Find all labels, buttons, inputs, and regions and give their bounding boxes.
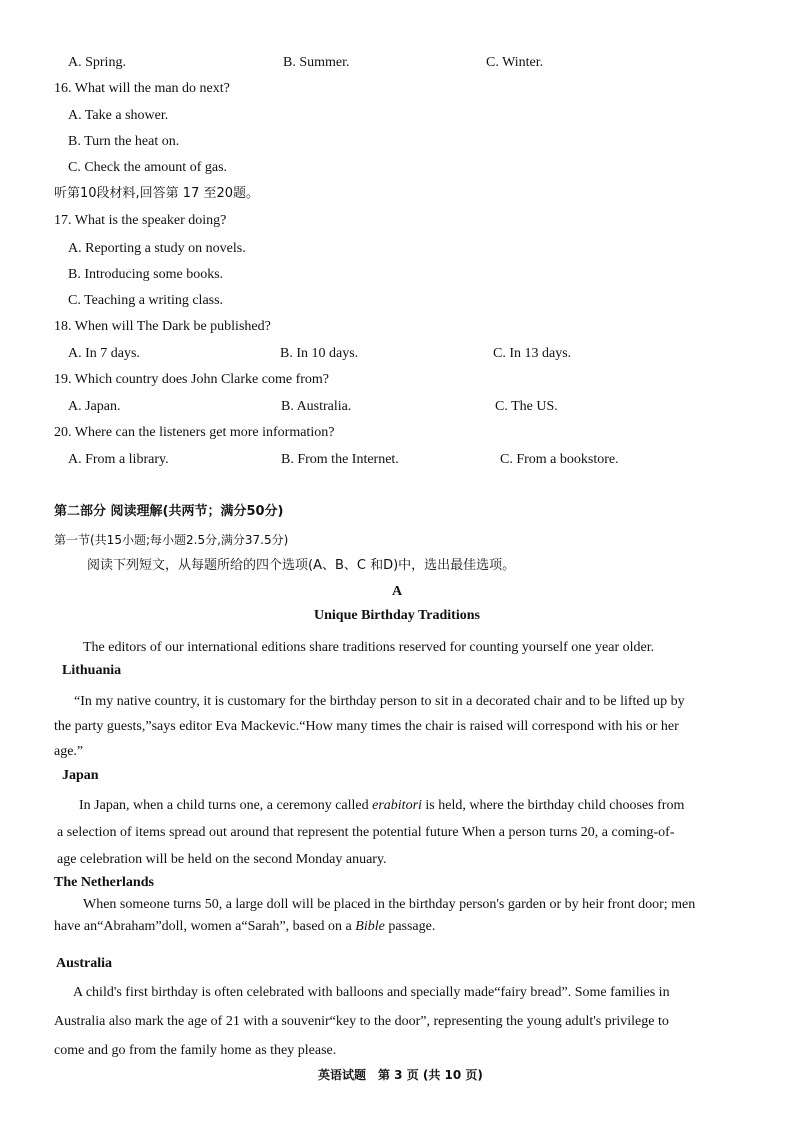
japan-line-2: a selection of items spread out around that represent the potential future When a person turns 20, a coming-of- [57, 825, 675, 840]
bible-term: Bible [355, 919, 385, 934]
lithuania-line-1: “In my native country, it is customary for the birthday person to sit in a decorated chair and to be lifted up by [74, 694, 685, 709]
q17-option-b: B. Introducing some books. [68, 267, 224, 282]
q15-option-a: A. Spring. [68, 55, 126, 70]
japan-heading: Japan [62, 768, 99, 783]
q19-option-a: A. Japan. [68, 399, 121, 414]
q17-option-a: A. Reporting a study on novels. [68, 241, 246, 256]
q18-option-b: B. In 10 days. [280, 346, 359, 361]
section10-instruction: 听第10段材料,回答第 17 至20题。 [54, 186, 260, 201]
australia-line-2: Australia also mark the age of 21 with a souvenir“key to the door”, representing the young adult's privilege to [54, 1014, 669, 1029]
japan-line-1: In Japan, when a child turns one, a ceremony called erabitori is held, where the birthday child chooses from [79, 798, 685, 813]
q16-option-a: A. Take a shower. [68, 108, 169, 123]
netherlands-heading: The Netherlands [54, 875, 154, 890]
q16-option-c: C. Check the amount of gas. [68, 160, 228, 175]
q15-option-c: C. Winter. [486, 55, 544, 70]
lithuania-line-2: the party guests,”says editor Eva Mackevic.“How many times the chair is raised will correspond with his or her [54, 719, 679, 734]
passage-intro: The editors of our international editions share traditions reserved for counting yourself one year older. [83, 640, 655, 655]
q19-option-b: B. Australia. [281, 399, 352, 414]
lithuania-line-3: age.” [54, 744, 84, 759]
q17-question: 17. What is the speaker doing? [54, 213, 227, 228]
australia-line-3: come and go from the family home as they please. [54, 1043, 337, 1058]
lithuania-heading: Lithuania [62, 663, 122, 678]
part2-heading: 第二部分 阅读理解(共两节；满分50分) [54, 504, 284, 519]
q20-option-a: A. From a library. [68, 452, 169, 467]
q18-option-c: C. In 13 days. [493, 346, 572, 361]
australia-heading: Australia [56, 956, 112, 971]
part2-section1: 第一节(共15小题;每小题2.5分,满分37.5分) [54, 533, 289, 547]
part2-instruction: 阅读下列短文，从每题所给的四个选项(A、B、C 和D)中，选出最佳选项。 [87, 558, 516, 573]
q20-question: 20. Where can the listeners get more information? [54, 425, 335, 440]
netherlands-line-1: When someone turns 50, a large doll will be placed in the birthday person's garden or by heir front door; men [83, 897, 696, 912]
passage-title: Unique Birthday Traditions [314, 608, 480, 623]
q19-question: 19. Which country does John Clarke come from? [54, 372, 330, 387]
q20-option-b: B. From the Internet. [281, 452, 399, 467]
q19-option-c: C. The US. [495, 399, 558, 414]
q16-option-b: B. Turn the heat on. [68, 134, 180, 149]
q15-option-b: B. Summer. [283, 55, 350, 70]
q16-question: 16. What will the man do next? [54, 81, 230, 96]
q17-option-c: C. Teaching a writing class. [68, 293, 224, 308]
australia-line-1: A child's first birthday is often celebrated with balloons and specially made“fairy bread”. Some families in [73, 985, 670, 1000]
passage-letter: A [391, 584, 403, 599]
netherlands-line-2: have an“Abraham”doll, women a“Sarah”, based on a Bible passage. [54, 919, 436, 934]
q18-option-a: A. In 7 days. [68, 346, 140, 361]
q20-option-c: C. From a bookstore. [500, 452, 619, 467]
page-footer: 英语试题 第 3 页 (共 10 页) [318, 1068, 483, 1082]
q18-question: 18. When will The Dark be published? [54, 319, 271, 334]
erabitori-term: erabitori [372, 798, 422, 813]
japan-line-3: age celebration will be held on the second Monday anuary. [57, 852, 387, 867]
